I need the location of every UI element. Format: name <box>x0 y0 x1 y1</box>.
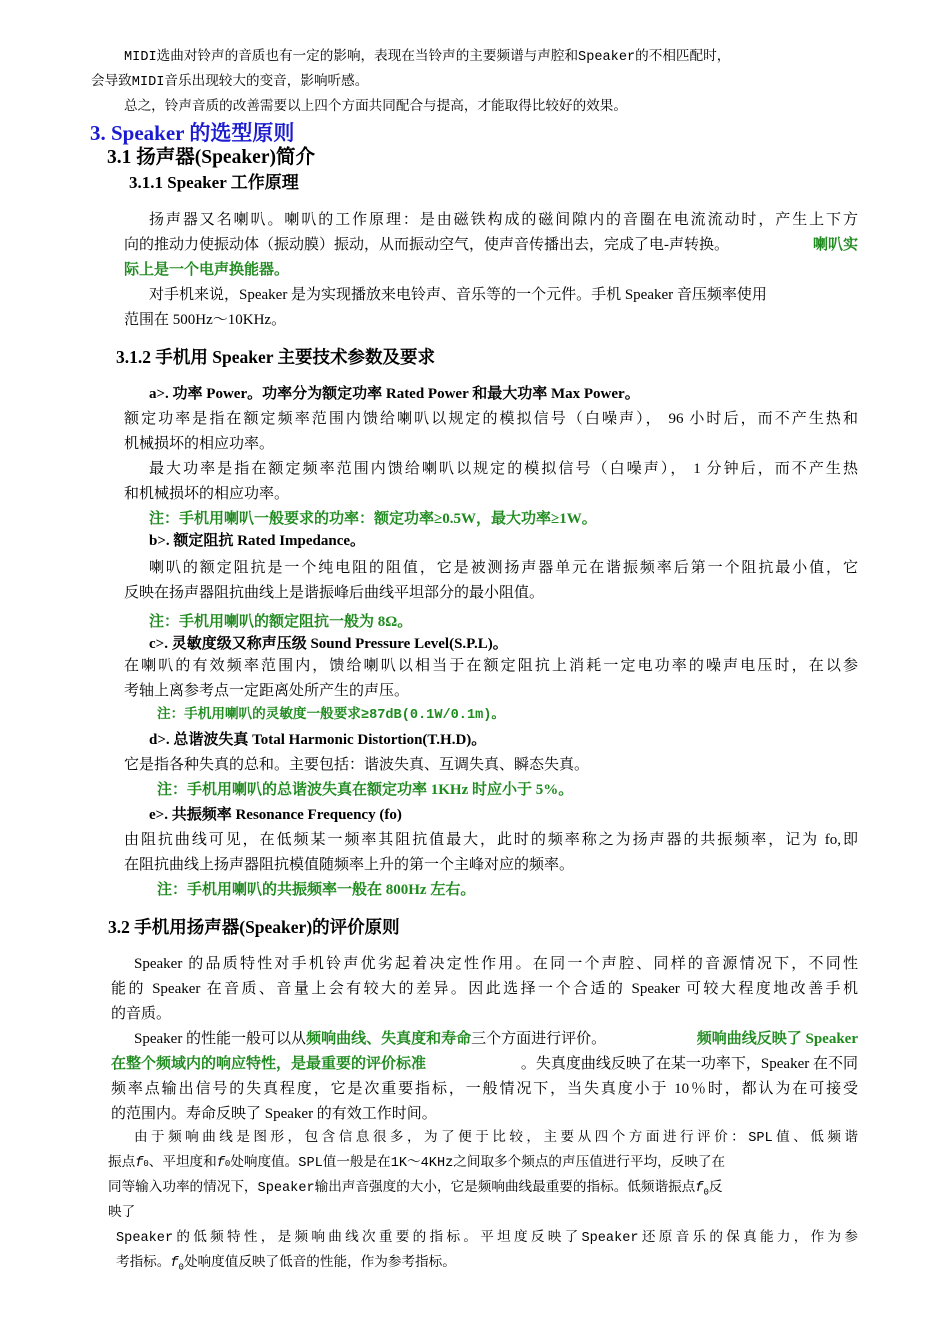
eval-highlight-start: 频响曲线反映了 Speaker <box>696 1031 858 1047</box>
freq-line-3: 同等输入功率的情况下，Speaker输出声音强度的大小，它是频响曲线最重要的指标。低频谐振点$f_0$反 <box>108 1181 723 1198</box>
quality-line-1: Speaker 的品质特性对手机铃声优劣起着决定性作用。在同一个声腔、同样的音源情况下，不同性 <box>134 956 858 972</box>
summary-paragraph: 总之，铃声音质的改善需要以上四个方面共同配合与提高，才能取得比较好的效果。 <box>124 100 627 115</box>
quality-line-2: 能的 Speaker 在音质、音量上会有较大的差异。因此选择一个合适的 Speaker 可较大程度地改善手机 <box>111 981 858 997</box>
impedance-note: 注：手机用喇叭的额定阻抗一般为 8Ω。 <box>149 614 413 630</box>
resonance-line-1: 由阻抗曲线可见，在低频某一频率其阻抗值最大，此时的频率称之为扬声器的共振频率，记为 fo,即 <box>124 832 858 848</box>
principle-line-1: 扬声器又名喇叭。喇叭的工作原理：是由磁铁构成的磁间隙内的音圈在电流流动时，产生上下方 <box>149 212 858 228</box>
eval-line-2: 在整个频域内的响应特性，是最重要的评价标准 。失真度曲线反映了在某一功率下，Speaker 在不同 <box>111 1056 858 1072</box>
section-heading-3-2: 3.2 手机用扬声器(Speaker)的评价原则 <box>108 917 400 937</box>
resonance-title: e>. 共振频率 Resonance Frequency (fo) <box>149 807 402 823</box>
rated-power-line-2: 机械损坏的相应功率。 <box>124 436 275 452</box>
eval-line-1: Speaker 的性能一般可以从频响曲线、失真度和寿命三个方面进行评价。 频响曲线反映了 Speaker <box>134 1031 858 1047</box>
impedance-title: b>. 额定阻抗 Rated Impedance。 <box>149 533 366 549</box>
principle-line-2-text: 向的推动力使振动体（振动膜）振动，从而振动空气，使声音传播出去，完成了电-声转换。 <box>124 237 729 253</box>
midi-paragraph-line-2: 会导致MIDI音乐出现较大的变音，影响听感。 <box>91 75 369 90</box>
section-heading-3-1-1: 3.1.1 Speaker 工作原理 <box>129 173 299 192</box>
thd-note: 注：手机用喇叭的总谐波失真在额定功率 1KHz 时应小于 5%。 <box>157 782 574 798</box>
eval-line-3: 频率点输出信号的失真程度，它是次重要指标，一般情况下，当失真度小于 10％时，都认为在可接受 <box>111 1081 858 1097</box>
eval-line-4: 的范围内。寿命反映了 Speaker 的有效工作时间。 <box>111 1106 437 1122</box>
principle-highlight-end: 际上是一个电声换能器。 <box>124 262 290 278</box>
eval-highlight-end: 在整个频域内的响应特性，是最重要的评价标准 <box>111 1056 427 1072</box>
spl-line-1: 在喇叭的有效频率范围内，馈给喇叭以相当于在额定阻抗上消耗一定电功率的噪声电压时，在以参 <box>124 658 858 674</box>
quality-line-3: 的音质。 <box>111 1006 172 1022</box>
freq-line-6: 考指标。$f_0$处响度值反映了低音的性能，作为参考指标。 <box>116 1256 456 1273</box>
midi-paragraph-line-1: MIDI选曲对铃声的音质也有一定的影响，表现在当铃声的主要频谱与声腔和Speaker的不相匹配时， <box>124 50 731 65</box>
section-heading-3-1-2: 3.1.2 手机用 Speaker 主要技术参数及要求 <box>116 347 436 367</box>
resonance-note: 注：手机用喇叭的共振频率一般在 800Hz 左右。 <box>157 882 476 898</box>
max-power-line-2: 和机械损坏的相应功率。 <box>124 486 290 502</box>
phone-speaker-line-2: 范围在 500Hz～10KHz。 <box>124 312 287 328</box>
max-power-line-1: 最大功率是指在额定频率范围内馈给喇叭以规定的模拟信号（白噪声）， 1 分钟后，而不产生热 <box>149 461 858 477</box>
principle-line-2 <box>124 235 858 255</box>
impedance-line-2: 反映在扬声器阻抗曲线上是谐振峰后曲线平坦部分的最小阻值。 <box>124 585 545 601</box>
power-title: a>. 功率 Power。功率分为额定功率 Rated Power 和最大功率 Max Power。 <box>149 386 640 402</box>
power-note: 注：手机用喇叭一般要求的功率：额定功率≥0.5W，最大功率≥1W。 <box>149 511 597 527</box>
impedance-line-1: 喇叭的额定阻抗是一个纯电阻的阻值，它是被测扬声器单元在谐振频率后第一个阻抗最小值，它 <box>149 560 858 576</box>
principle-highlight-start: 喇叭实 <box>812 237 858 253</box>
thd-title: d>. 总谐波失真 Total Harmonic Distortion(T.H.D)。 <box>149 732 487 748</box>
freq-line-4: 映了 <box>108 1206 136 1221</box>
freq-line-1: 由于频响曲线是图形，包含信息很多，为了便于比较，主要从四个方面进行评价：SPL值、低频谐 <box>134 1131 858 1146</box>
section-heading-3-1: 3.1 扬声器(Speaker)简介 <box>107 147 315 168</box>
phone-speaker-line-1: 对手机来说，Speaker 是为实现播放来电铃声、音乐等的一个元件。手机 Speaker 音压频率使用 <box>149 287 767 303</box>
freq-line-5: Speaker的低频特性，是频响曲线次重要的指标。平坦度反映了Speaker还原音乐的保真能力，作为参 <box>116 1231 858 1246</box>
rated-power-line-1: 额定功率是指在额定频率范围内馈给喇叭以规定的模拟信号（白噪声）， 96 小时后，而不产生热和 <box>124 411 858 427</box>
freq-line-2: 振点 f 0 、平坦度和 f 0 处响度值。SPL值一般是在1K～4KHz之间取多个频点的声压值进行平均，反映了在 <box>108 1156 726 1171</box>
thd-line-1: 它是指各种失真的总和。主要包括：谐波失真、互调失真、瞬态失真。 <box>124 757 590 773</box>
spl-line-2: 考轴上离参考点一定距离处所产生的声压。 <box>124 683 410 699</box>
section-heading-3: 3. Speaker 的选型原则 <box>90 121 295 145</box>
resonance-line-2: 在阻抗曲线上扬声器阻抗模值随频率上升的第一个主峰对应的频率。 <box>124 857 575 873</box>
spl-note: 注：手机用喇叭的灵敏度一般要求≥87dB(0.1W/0.1m)。 <box>157 708 506 723</box>
spl-title: c>. 灵敏度级又称声压级 Sound Pressure Level(S.P.L)。 <box>149 636 508 652</box>
